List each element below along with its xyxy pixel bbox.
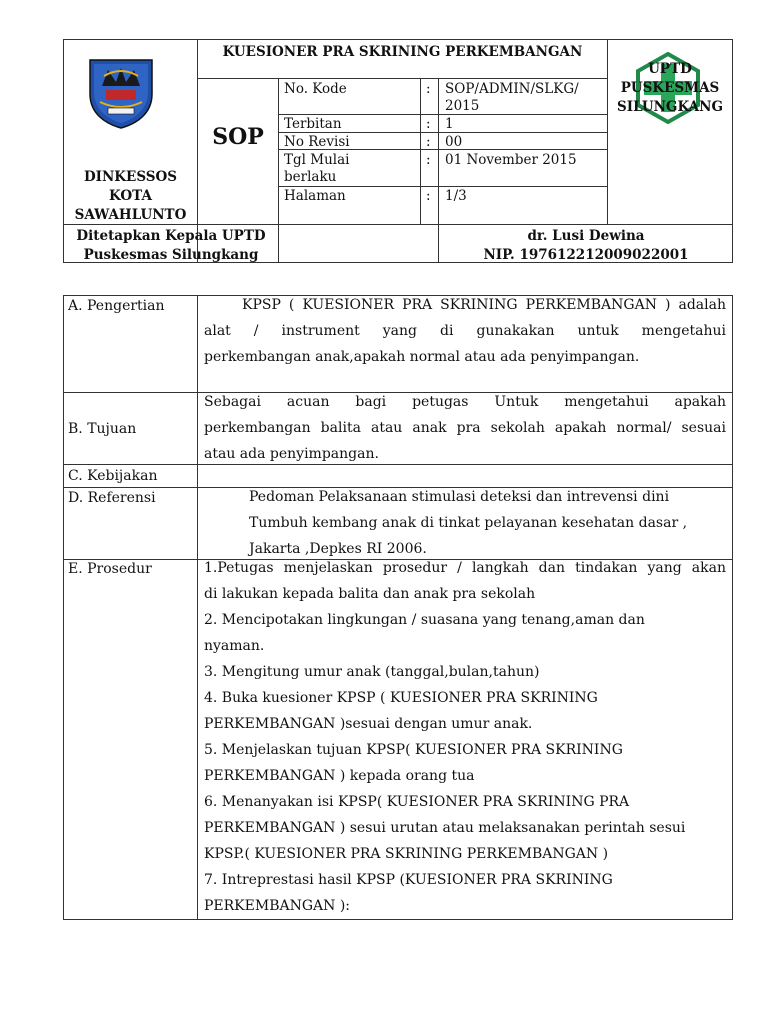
org-right-line: PUSKESMAS xyxy=(620,80,720,96)
field-sep: : xyxy=(426,134,431,150)
text-line: atau ada penyimpangan. xyxy=(204,446,379,462)
field-sep: : xyxy=(426,152,431,168)
field-label-halaman: Halaman xyxy=(284,188,346,204)
procedure-line: PERKEMBANGAN ): xyxy=(204,898,351,914)
field-label-tgl-mulai: Tgl Mulai berlaku xyxy=(284,152,350,185)
procedure-line: 3. Mengitung umur anak (tanggal,bulan,tahun) xyxy=(204,664,540,680)
field-sep: : xyxy=(426,81,431,97)
field-sep: : xyxy=(426,116,431,132)
org-left-name xyxy=(64,168,197,225)
field-value-halaman: 1/3 xyxy=(445,188,467,204)
section-label-tujuan: B. Tujuan xyxy=(68,421,137,437)
text-line: alat / instrument yang di gunakakan untuk mengetahui xyxy=(204,323,726,339)
field-label-no-kode: No. Kode xyxy=(284,81,347,97)
procedure-line: 7. Intreprestasi hasil KPSP (KUESIONER PRA SKRINING xyxy=(204,872,613,888)
field-label-terbitan: Terbitan xyxy=(284,116,342,132)
signature-left-line1: Ditetapkan Kepala UPTD xyxy=(76,228,266,244)
text-line: Sebagai acuan bagi petugas Untuk mengetahui apakah xyxy=(204,394,726,410)
signature-left-line2: Puskesmas Silungkang xyxy=(83,247,259,263)
procedure-line: KPSP.( KUESIONER PRA SKRINING PERKEMBANGAN ) xyxy=(204,846,609,862)
sop-label: SOP xyxy=(212,124,264,150)
section-prosedur-text xyxy=(204,555,726,919)
procedure-line: 2. Mencipotakan lingkungan / suasana yang tenang,aman dan xyxy=(204,612,645,628)
procedure-line: PERKEMBANGAN )sesuai dengan umur anak. xyxy=(204,716,533,732)
procedure-line: 1.Petugas menjelaskan prosedur / langkah dan tindakan yang akan xyxy=(204,560,726,576)
org-right-line: UPTD xyxy=(648,61,692,77)
section-label-kebijakan: C. Kebijakan xyxy=(68,468,158,484)
city-emblem-logo xyxy=(86,56,156,130)
signature-nip: NIP. 197612212009022001 xyxy=(483,247,689,263)
procedure-line: PERKEMBANGAN ) sesui urutan atau melaksanakan perintah sesui xyxy=(204,820,686,836)
text-line: KPSP ( KUESIONER PRA SKRINING PERKEMBANGAN ) adalah xyxy=(242,297,726,313)
signature-name: dr. Lusi Dewina xyxy=(527,228,645,244)
procedure-line: 4. Buka kuesioner KPSP ( KUESIONER PRA SKRINING xyxy=(204,690,598,706)
procedure-line: PERKEMBANGAN ) kepada orang tua xyxy=(204,768,475,784)
org-left-line: DINKESSOS xyxy=(83,169,178,185)
field-value-no-kode: SOP/ADMIN/SLKG/ 2015 xyxy=(445,81,579,114)
text-line: perkembangan anak,apakah normal atau ada penyimpangan. xyxy=(204,349,640,365)
text-line: Tumbuh kembang anak di tinkat pelayanan kesehatan dasar , xyxy=(249,515,688,531)
org-right-name xyxy=(608,60,732,117)
section-label-referensi: D. Referensi xyxy=(68,490,156,506)
procedure-line: di lakukan kepada balita dan anak pra sekolah xyxy=(204,586,536,602)
org-right-line: SILUNGKANG xyxy=(617,99,723,115)
section-label-pengertian: A. Pengertian xyxy=(68,298,165,314)
section-label-prosedur: E. Prosedur xyxy=(68,561,152,577)
org-left-line: SAWAHLUNTO xyxy=(74,207,187,223)
section-referensi-text xyxy=(249,484,727,562)
document-title: KUESIONER PRA SKRINING PERKEMBANGAN xyxy=(222,44,583,60)
text-line: perkembangan balita atau anak pra sekolah apakah normal/ sesuai xyxy=(204,420,726,436)
text-line: Pedoman Pelaksanaan stimulasi deteksi dan intrevensi dini xyxy=(249,489,670,505)
field-value-terbitan: 1 xyxy=(445,116,454,132)
field-sep: : xyxy=(426,188,431,204)
signature-right xyxy=(439,227,733,265)
text-line: Jakarta ,Depkes RI 2006. xyxy=(249,541,427,557)
signature-left xyxy=(64,227,278,265)
section-pengertian-text xyxy=(204,292,726,370)
field-value-no-revisi: 00 xyxy=(445,134,463,150)
field-value-tgl-mulai: 01 November 2015 xyxy=(445,152,577,168)
section-tujuan-text xyxy=(204,389,726,467)
procedure-line: nyaman. xyxy=(204,638,265,654)
field-label-no-revisi: No Revisi xyxy=(284,134,350,150)
org-left-line: KOTA xyxy=(109,188,152,204)
procedure-line: 5. Menjelaskan tujuan KPSP( KUESIONER PRA SKRINING xyxy=(204,742,623,758)
procedure-line: 6. Menanyakan isi KPSP( KUESIONER PRA SKRINING PRA xyxy=(204,794,630,810)
